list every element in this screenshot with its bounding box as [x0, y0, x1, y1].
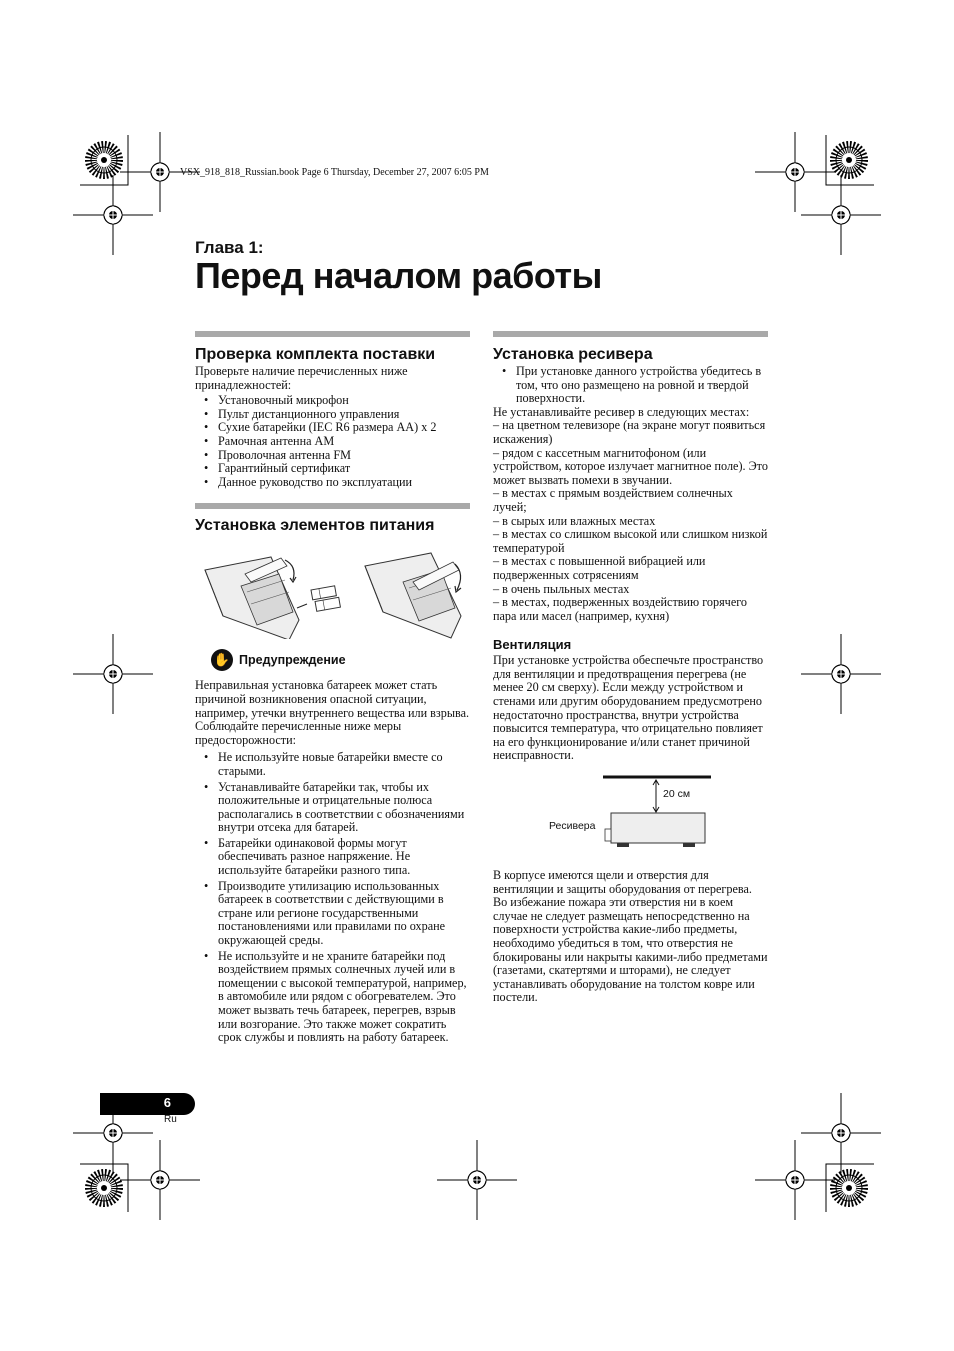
list-item: • Установочный микрофон [218, 394, 470, 408]
ventilation-diagram [493, 771, 768, 859]
section-bar [493, 331, 768, 337]
battery-precautions-list [195, 751, 470, 1044]
battery-illustration [195, 544, 470, 639]
list-item: • Не используйте и не храните батарейки под воздействием прямых солнечных лучей или в помещении с высокой температурой, например, в автомобиле или рядом с обогревателем. Это может вызвать течь батареек, перегрев, взрыв или возгорание. Это также может сократить срок службы и повлиять на работу батареек. [218, 950, 470, 1045]
warning-row [211, 649, 470, 671]
install-line: – в очень пыльных местах [493, 581, 630, 596]
list-item: • При установке данного устройства убедитесь в том, что оно размещено на ровной и твердой поверхности. [516, 365, 768, 406]
left-column [195, 331, 470, 1047]
list-item: • Устанавливайте батарейки так, чтобы их положительные и отрицательные полюса располагались в соответствии с обозначениями внутри отсека для батарей. [218, 781, 470, 835]
install-line: – в местах, подверженных воздействию горячего пара или масел (например, кухня) [493, 595, 748, 623]
install-line: – в местах со слишком высокой или слишком низкой температурой [493, 527, 768, 555]
diagram-gap-label: 20 см [663, 788, 691, 801]
right-column [493, 331, 768, 1005]
install-line: – рядом с кассетным магнитофоном (или устройством, которое излучает магнитное поле). Это может вызвать помехи в звучании. [493, 445, 768, 487]
list-item: • Гарантийный сертификат [218, 462, 470, 476]
install-heading: Установка ресивера [493, 346, 653, 363]
install-line: – в сырых или влажных местах [493, 513, 656, 528]
file-header: VSX_918_818_Russian.book Page 6 Thursday, December 27, 2007 6:05 PM [180, 167, 489, 178]
page-language: Ru [164, 1114, 177, 1125]
list-item: • Батарейки одинаковой формы могут обеспечивать разное напряжение. Не используйте батарейки разного типа. [218, 837, 470, 878]
install-line: – на цветном телевизоре (на экране могут появиться искажения) [493, 418, 766, 446]
check-intro: Проверьте наличие перечисленных ниже принадлежностей: [195, 364, 408, 392]
list-item: • Проволочная антенна FM [218, 449, 470, 463]
list-item: • Данное руководство по эксплуатации [218, 476, 470, 490]
batteries-heading: Установка элементов питания [195, 517, 435, 535]
list-item: • Пульт дистанционного управления [218, 408, 470, 422]
install-line: Не устанавливайте ресивер в следующих местах: [493, 404, 750, 419]
diagram-receiver-label: Ресивера [549, 820, 596, 833]
check-heading: Проверка комплекта поставки [195, 346, 436, 363]
ventilation-text: При установке устройства обеспечьте пространство для вентиляции и предотвращения перегрева (не менее 20 см сверху). Если между устройством и стенами или другим оборудованием предусмотрено недостаточно пространства, внутри устройства повысится температура, что отрицательно повлияет на его функционирование и/или станет причиной неисправности. [493, 653, 764, 763]
hand-stop-icon: ✋ [211, 649, 233, 671]
list-item: • Сухие батарейки (IEC R6 размера AA) x 2 [218, 421, 470, 435]
chapter-label: Глава 1: [195, 238, 264, 257]
page-title: Перед началом работы [195, 255, 602, 296]
section-bar [195, 503, 470, 509]
install-bullets [493, 365, 768, 406]
install-line: – в местах с повышенной вибрацией или подверженных сотрясениям [493, 554, 706, 582]
list-item: • Производите утилизацию использованных батареек в соответствии с действующими в стране или регионе государственными постановлениями или правилами по охране окружающей среды. [218, 880, 470, 948]
check-list [195, 394, 470, 489]
section-bar [195, 331, 470, 337]
install-line: – в местах с прямым воздействием солнечных лучей; [493, 486, 733, 514]
ventilation-text-2: В корпусе имеются щели и отверстия для вентиляции и защиты оборудования от перегрева. Во избежание пожара эти отверстия ни в коем случае не следует размещать непосредственно на поверхности устройства какие-либо предметы, необходимо убедиться в том, что отверстия не блокированы или накрыты какими-либо предметами (газетами, скатертями и шторами), не следует устанавливать оборудование на толстом ковре или постели. [493, 868, 768, 1005]
list-item: • Не используйте новые батарейки вместе со старыми. [218, 751, 470, 778]
ventilation-heading: Вентиляция [493, 637, 572, 653]
ventilation-diagram-drawing [493, 771, 768, 859]
warning-text: Неправильная установка батареек может стать причиной возникновения опасной ситуации, например, утечки внутреннего вещества или взрыва. Соблюдайте перечисленные ниже меры предосторожности: [195, 678, 470, 747]
list-item: • Рамочная антенна AM [218, 435, 470, 449]
page-number: 6 [100, 1093, 195, 1115]
warning-label: Предупреждение [239, 653, 346, 668]
